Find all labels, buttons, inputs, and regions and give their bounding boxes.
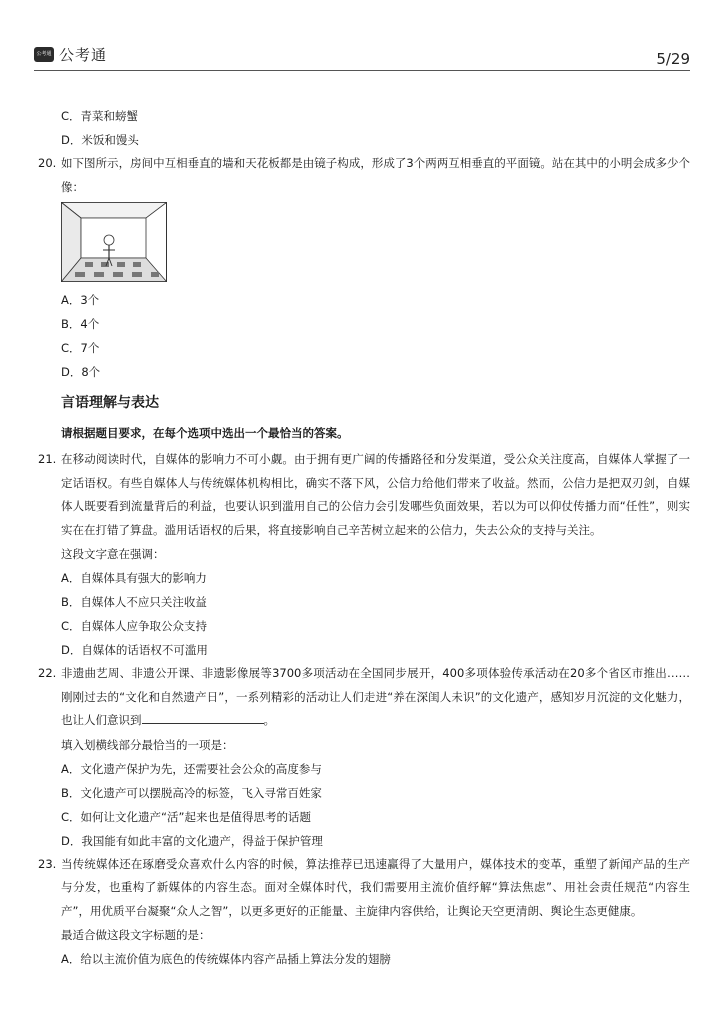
question-21 bbox=[38, 448, 690, 542]
fill-in-blank bbox=[142, 711, 264, 724]
question-prompt: 填入划横线部分最恰当的一项是： bbox=[61, 737, 234, 752]
option-d-q20: D．8个 bbox=[61, 365, 101, 379]
page-header bbox=[34, 40, 690, 70]
question-23 bbox=[38, 853, 690, 924]
section-title: 言语理解与表达 bbox=[61, 395, 159, 411]
option-a-q22: A．文化遗产保护为先，还需要社会公众的高度参与 bbox=[61, 761, 322, 776]
question-20 bbox=[38, 152, 690, 199]
question-text: 如下图所示，房间中互相垂直的墙和天花板都是由镜子构成，形成了3个两两互相垂直的平面镜。站在其中的小明会成多少个像： bbox=[61, 156, 690, 194]
question-text-after: 。 bbox=[263, 713, 275, 727]
brand-name: 公考通 bbox=[59, 46, 108, 64]
header-divider bbox=[34, 70, 690, 71]
option-d-q22: D．我国能有如此丰富的文化遗产，得益于保护管理 bbox=[61, 833, 323, 848]
question-number: 22. bbox=[38, 666, 57, 680]
question-text: 在移动阅读时代，自媒体的影响力不可小觑。由于拥有更广阔的传播路径和分发渠道，受公众关注度高，自媒体人掌握了一定话语权。有些自媒体人与传统媒体机构相比，确实不落下风，公信力给他们带来了收益。然而，公信力是把双刃剑，自媒体人既要看到流量背后的利益，也要认识到滥用自己的公信力会引发哪些负面效果，若以为可以仰仗传播力而“任性”，则实实在在打错了算盘。滥用话语权的后果，将直接影响自己辛苦树立起来的公信力，失去公众的支持与关注。 bbox=[61, 452, 690, 537]
brand-logo: 公考通 bbox=[34, 47, 54, 62]
option-c-q19: C．青菜和螃蟹 bbox=[61, 109, 139, 123]
option-d-q19: D．米饭和馒头 bbox=[61, 133, 139, 147]
option-c-q20: C．7个 bbox=[61, 341, 100, 355]
page-number: 5/29 bbox=[656, 50, 690, 68]
document-body bbox=[38, 104, 690, 971]
option-b-q22: B．文化遗产可以摆脱高冷的标签，飞入寻常百姓家 bbox=[61, 785, 322, 800]
option-b-q21: B．自媒体人不应只关注收益 bbox=[61, 595, 207, 609]
question-text bbox=[61, 662, 690, 733]
question-text: 当传统媒体还在琢磨受众喜欢什么内容的时候，算法推荐已迅速赢得了大量用户，媒体技术的变革，重塑了新闻产品的生产与分发，也重构了新媒体的内容生态。面对全媒体时代，我们需要用主流价值纾解“算法焦虑”、用社会责任规范“内容生产”，用优质平台凝聚“众人之智”，以更多更好的正能量、主旋律内容供给，让舆论天空更清朗、舆论生态更健康。 bbox=[61, 856, 690, 918]
option-a-q21: A．自媒体具有强大的影响力 bbox=[61, 571, 207, 585]
question-number: 20. bbox=[38, 156, 57, 170]
question-prompt: 最适合做这段文字标题的是： bbox=[61, 928, 211, 942]
option-a-q20: A．3个 bbox=[61, 293, 100, 307]
question-text-before: 非遗曲艺周、非遗公开课、非遗影像展等3700多项活动在全国同步展开，400多项体验传承活动在20多个省区市推出……刚刚过去的“文化和自然遗产日”，一系列精彩的活动让人们走进“养在深闺人未识”的文化遗产，感知岁月沉淀的文化魅力，也让人们意识到 bbox=[61, 666, 690, 727]
question-number: 21. bbox=[38, 452, 57, 466]
section-instruction: 请根据题目要求，在每个选项中选出一个最恰当的答案。 bbox=[61, 426, 349, 440]
option-c-q22: C．如何让文化遗产“活”起来也是值得思考的话题 bbox=[61, 809, 311, 824]
question-22 bbox=[38, 662, 690, 733]
option-b-q20: B．4个 bbox=[61, 317, 100, 331]
option-c-q21: C．自媒体人应争取公众支持 bbox=[61, 619, 208, 633]
option-d-q21: D．自媒体的话语权不可滥用 bbox=[61, 643, 208, 657]
mirror-room-figure bbox=[61, 202, 167, 282]
option-a-q23: A．给以主流价值为底色的传统媒体内容产品插上算法分发的翅膀 bbox=[61, 952, 391, 966]
mirror-room-illustration bbox=[61, 202, 167, 282]
question-prompt: 这段文字意在强调： bbox=[61, 547, 165, 561]
question-number: 23. bbox=[38, 856, 57, 871]
